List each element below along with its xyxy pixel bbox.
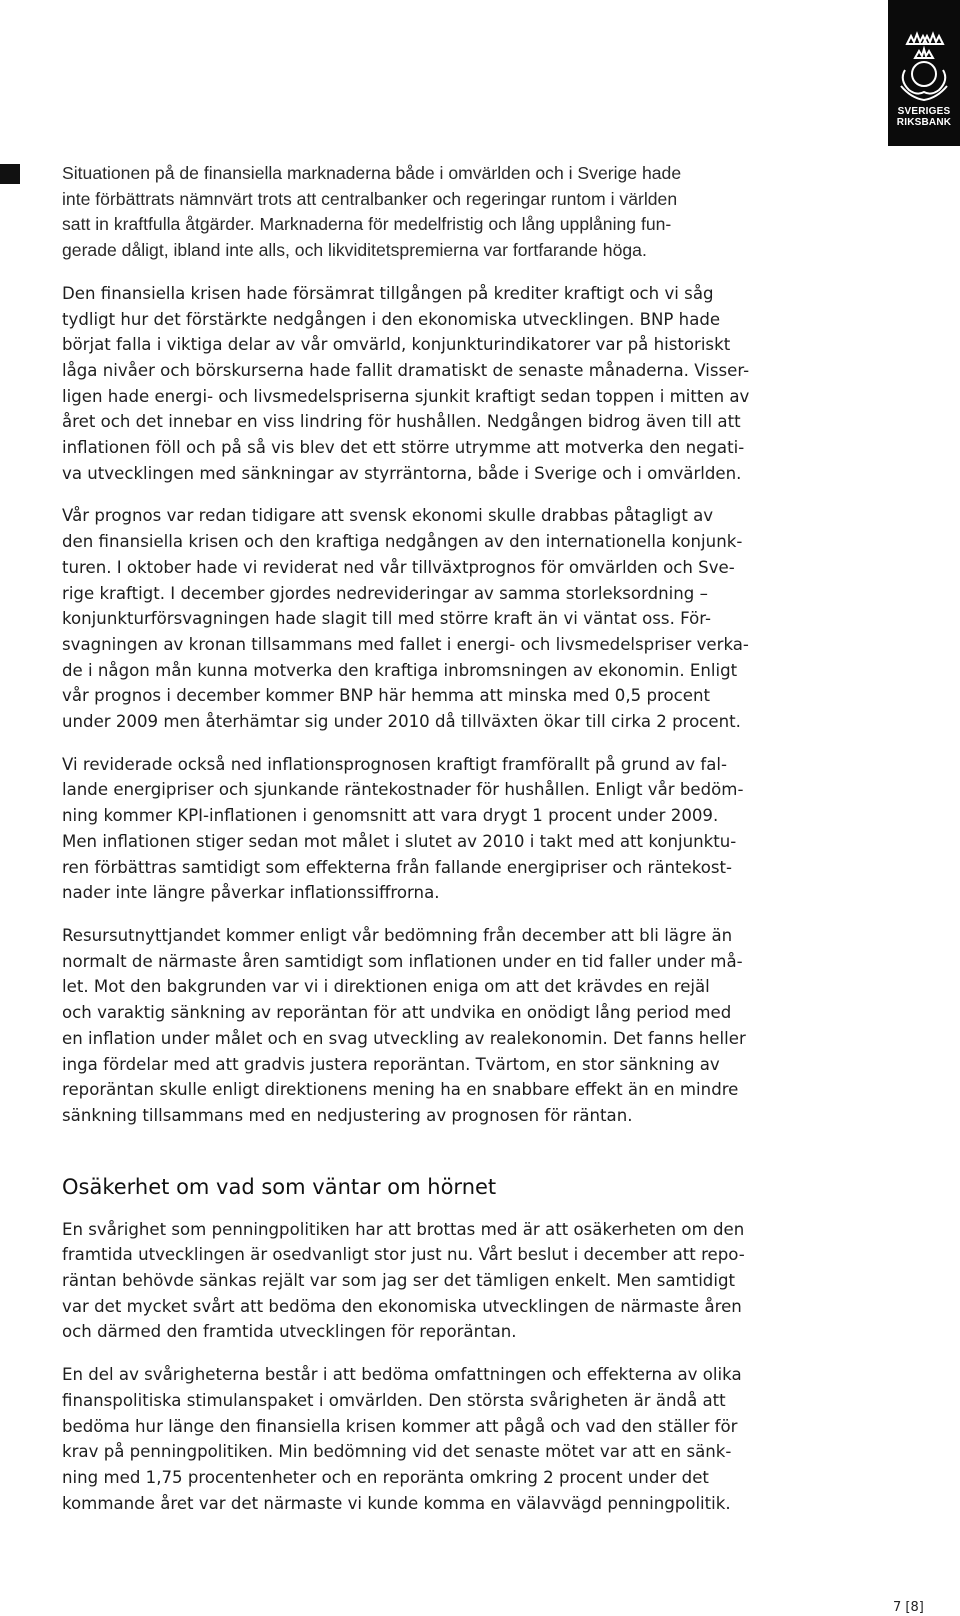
paragraph-6 <box>62 1217 842 1346</box>
paragraph-4 <box>62 752 842 906</box>
text-line: året och det innebar en viss lindring för hushållen. Nedgången bidrog även till att <box>62 412 741 432</box>
text-line: Den finansiella krisen hade försämrat tillgången på krediter kraftigt och vi såg <box>62 283 714 303</box>
text-line: och därmed den framtida utvecklingen för reporäntan. <box>62 1322 517 1342</box>
text-line: vår prognos i december kommer BNP här hemma att minska med 0,5 procent <box>62 686 710 706</box>
document-body <box>62 161 842 1516</box>
text-line: inga fördelar med att gradvis justera reporäntan. Tvärtom, en stor sänkning av <box>62 1054 720 1074</box>
text-line: inflationen föll och på så vis blev det ett större utrymme att motverka den negati- <box>62 438 745 458</box>
text-line: En svårighet som penningpolitiken har att brottas med är att osäkerheten om den <box>62 1219 745 1239</box>
text-line: Vi reviderade också ned inflationsprognosen kraftigt framförallt på grund av fal- <box>62 754 728 774</box>
logo-line-1: SVERIGES <box>897 106 951 117</box>
text-line: ren förbättras samtidigt som effekterna från fallande energipriser och räntekost- <box>62 857 733 877</box>
text-line: ning med 1,75 procentenheter och en reporänta omkring 2 procent under det <box>62 1467 709 1487</box>
text-line: svagningen av kronan tillsammans med fallet i energi- och livsmedelspriser verka- <box>62 634 749 654</box>
text-line: börjat falla i viktiga delar av vår omvärld, konjunkturindikatorer var på historiskt <box>62 335 731 355</box>
text-line: den finansiella krisen och den kraftiga nedgången av den internationella konjunk- <box>62 532 743 552</box>
text-line: satt in kraftfulla åtgärder. Marknaderna för medelfristig och lång upplåning fun- <box>62 214 672 235</box>
paragraph-1 <box>62 161 842 264</box>
text-line: konjunkturförsvagningen hade slagit till med större kraft än vi väntat oss. För- <box>62 609 711 629</box>
text-line: Vår prognos var redan tidigare att svensk ekonomi skulle drabbas påtagligt av <box>62 506 714 526</box>
text-line: krav på penningpolitiken. Min bedömning vid det senaste mötet var att en sänk- <box>62 1442 732 1462</box>
text-line: tydligt hur det förstärkte nedgången i den ekonomiska utvecklingen. BNP hade <box>62 309 721 329</box>
text-line: let. Mot den bakgrunden var vi i direktionen eniga om att det krävdes en rejäl <box>62 977 710 997</box>
text-line: rige kraftigt. I december gjordes nedrevideringar av samma storleksordning – <box>62 583 708 603</box>
text-line: finanspolitiska stimulanspaket i omvärlden. Den största svårigheten är ändå att <box>62 1390 726 1410</box>
paragraph-3 <box>62 503 842 734</box>
riksbank-logo <box>888 0 960 146</box>
text-line: var det mycket svårt att bedöma den ekonomiska utvecklingen de närmaste åren <box>62 1296 742 1316</box>
page-number: 7 [8] <box>893 1600 924 1615</box>
text-line: nader inte längre påverkar inflationssiffrorna. <box>62 883 440 903</box>
text-line: normalt de närmaste åren samtidigt som inflationen under en tid faller under må- <box>62 951 743 971</box>
text-line: bedöma hur länge den finansiella krisen kommer att pågå och vad den ställer för <box>62 1416 738 1436</box>
text-line: va utvecklingen med sänkningar av styrräntorna, både i Sverige och i omvärlden. <box>62 463 742 483</box>
text-line: låga nivåer och börskurserna hade fallit dramatiskt de senaste månaderna. Visser- <box>62 360 750 380</box>
text-line: och varaktig sänkning av reporäntan för att undvika en onödigt lång period med <box>62 1003 732 1023</box>
text-line: ligen hade energi- och livsmedelspriserna sjunkit kraftigt sedan toppen i mitten av <box>62 386 750 406</box>
text-line: Situationen på de finansiella marknaderna både i omvärlden och i Sverige hade <box>62 163 682 183</box>
paragraph-7 <box>62 1362 842 1516</box>
text-line: lande energipriser och sjunkande räntekostnader för hushållen. Enligt vår bedöm- <box>62 780 744 800</box>
text-line: turen. I oktober hade vi reviderat ned vår tillväxtprognos för omvärlden och Sve- <box>62 557 735 577</box>
section-heading: Osäkerhet om vad som väntar om hörnet <box>62 1174 497 1199</box>
text-line: Resursutnyttjandet kommer enligt vår bedömning från december att bli lägre än <box>62 925 733 945</box>
logo-line-2: RIKSBANK <box>896 117 952 128</box>
crown-emblem-icon <box>895 30 953 104</box>
text-line: inte förbättrats nämnvärt trots att centralbanker och regeringar runtom i världen <box>62 188 678 209</box>
text-line: de i någon mån kunna motverka den kraftiga inbromsningen av ekonomin. Enligt <box>62 660 738 680</box>
text-line: ning kommer KPI-inflationen i genomsnitt att vara drygt 1 procent under 2009. <box>62 806 719 826</box>
paragraph-2 <box>62 281 842 487</box>
text-line: kommande året var det närmaste vi kunde komma en välavvägd penningpolitik. <box>62 1493 731 1513</box>
text-line: gerade dåligt, ibland inte alls, och likviditetspremierna var fortfarande höga. <box>62 240 647 261</box>
text-line: En del av svårigheterna består i att bedöma omfattningen och effekterna av olika <box>62 1365 742 1385</box>
text-line: framtida utvecklingen är osedvanligt stor just nu. Vårt beslut i december att repo- <box>62 1245 745 1265</box>
text-line: under 2009 men återhämtar sig under 2010 då tillväxten ökar till cirka 2 procent. <box>62 712 741 732</box>
text-line: reporäntan skulle enligt direktionens mening ha en snabbare effekt än en mindre <box>62 1080 739 1100</box>
text-line: sänkning tillsammans med en nedjustering av prognosen för räntan. <box>62 1105 633 1125</box>
text-line: räntan behövde sänkas rejält var som jag ser det tämligen enkelt. Men samtidigt <box>62 1271 735 1291</box>
text-line: Men inflationen stiger sedan mot målet i slutet av 2010 i takt med att konjunktu- <box>62 831 737 851</box>
text-line: en inflation under målet och en svag utveckling av realekonomin. Det fanns heller <box>62 1028 746 1048</box>
paragraph-5 <box>62 923 842 1129</box>
section-marker <box>0 164 20 184</box>
